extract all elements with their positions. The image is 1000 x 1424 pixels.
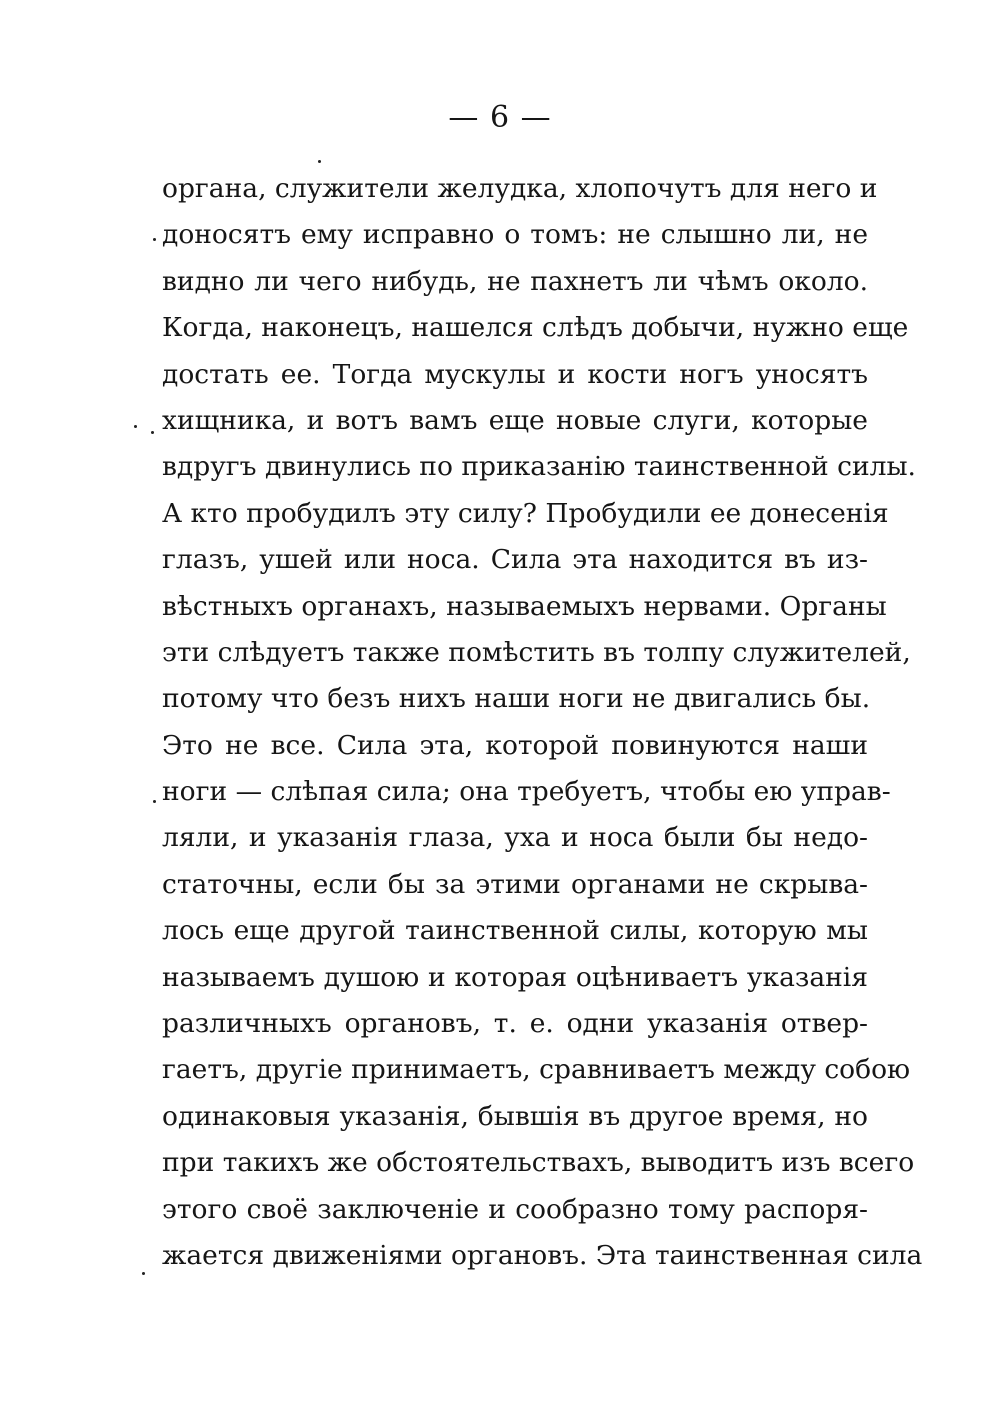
text-line: хищника, и вотъ вамъ еще новые слуги, которые	[162, 404, 868, 436]
text-line: вдругъ двинулись по приказанію таинственной силы.	[162, 451, 916, 483]
text-line: Это не все. Сила эта, которой повинуются наши	[162, 729, 868, 761]
text-line: гаетъ, другіе принимаетъ, сравниваетъ между собою	[162, 1054, 911, 1086]
text-line: лось еще другой таинственной силы, которую мы	[162, 915, 868, 947]
text-line: статочны, если бы за этими органами не скрыва-	[162, 868, 868, 900]
text-line: при такихъ же обстоятельствахъ, выводитъ изъ всего	[162, 1147, 915, 1179]
scan-speck	[153, 800, 156, 803]
text-line: потому что безъ нихъ наши ноги не двигались бы.	[162, 683, 871, 715]
text-line: эти слѣдуетъ также помѣстить въ толпу служителей,	[162, 636, 911, 668]
text-line: называемъ душою и которая оцѣниваетъ указанія	[162, 961, 868, 993]
text-line: Когда, наконецъ, нашелся слѣдъ добычи, нужно еще	[162, 312, 909, 344]
text-line: ляли, и указанія глаза, уха и носа были бы недо-	[162, 822, 868, 854]
scan-speck	[318, 160, 321, 163]
text-line: одинаковыя указанія, бывшія въ другое время, но	[162, 1100, 868, 1132]
text-line: органа, служители желудка, хлопочутъ для него и	[162, 173, 878, 204]
text-line: доносятъ ему исправно о томъ: не слышно ли, не	[162, 219, 868, 251]
scan-speck	[151, 431, 154, 434]
text-line: ноги — слѣпая сила; она требуетъ, чтобы ею управ-	[162, 776, 891, 808]
text-line: вѣстныхъ органахъ, называемыхъ нервами. Органы	[162, 590, 887, 622]
text-line: достать ее. Тогда мускулы и кости ногъ уносятъ	[162, 358, 868, 390]
text-line: А кто пробудилъ эту силу? Пробудили ее донесенія	[162, 497, 889, 529]
text-line: различныхъ органовъ, т. е. одни указанія отвер-	[162, 1008, 868, 1040]
scan-speck	[142, 1272, 145, 1275]
text-line: видно ли чего нибудь, не пахнетъ ли чѣмъ около.	[162, 265, 868, 297]
page-number: — 6 —	[448, 100, 552, 135]
scan-speck	[134, 425, 137, 428]
text-line: глазъ, ушей или носа. Сила эта находится въ из-	[162, 544, 868, 576]
body-text	[162, 166, 923, 1279]
text-line: этого своё заключеніе и сообразно тому распоря-	[162, 1193, 868, 1225]
text-line: жается движеніями органовъ. Эта таинственная сила	[162, 1239, 923, 1271]
scan-speck	[153, 238, 156, 241]
